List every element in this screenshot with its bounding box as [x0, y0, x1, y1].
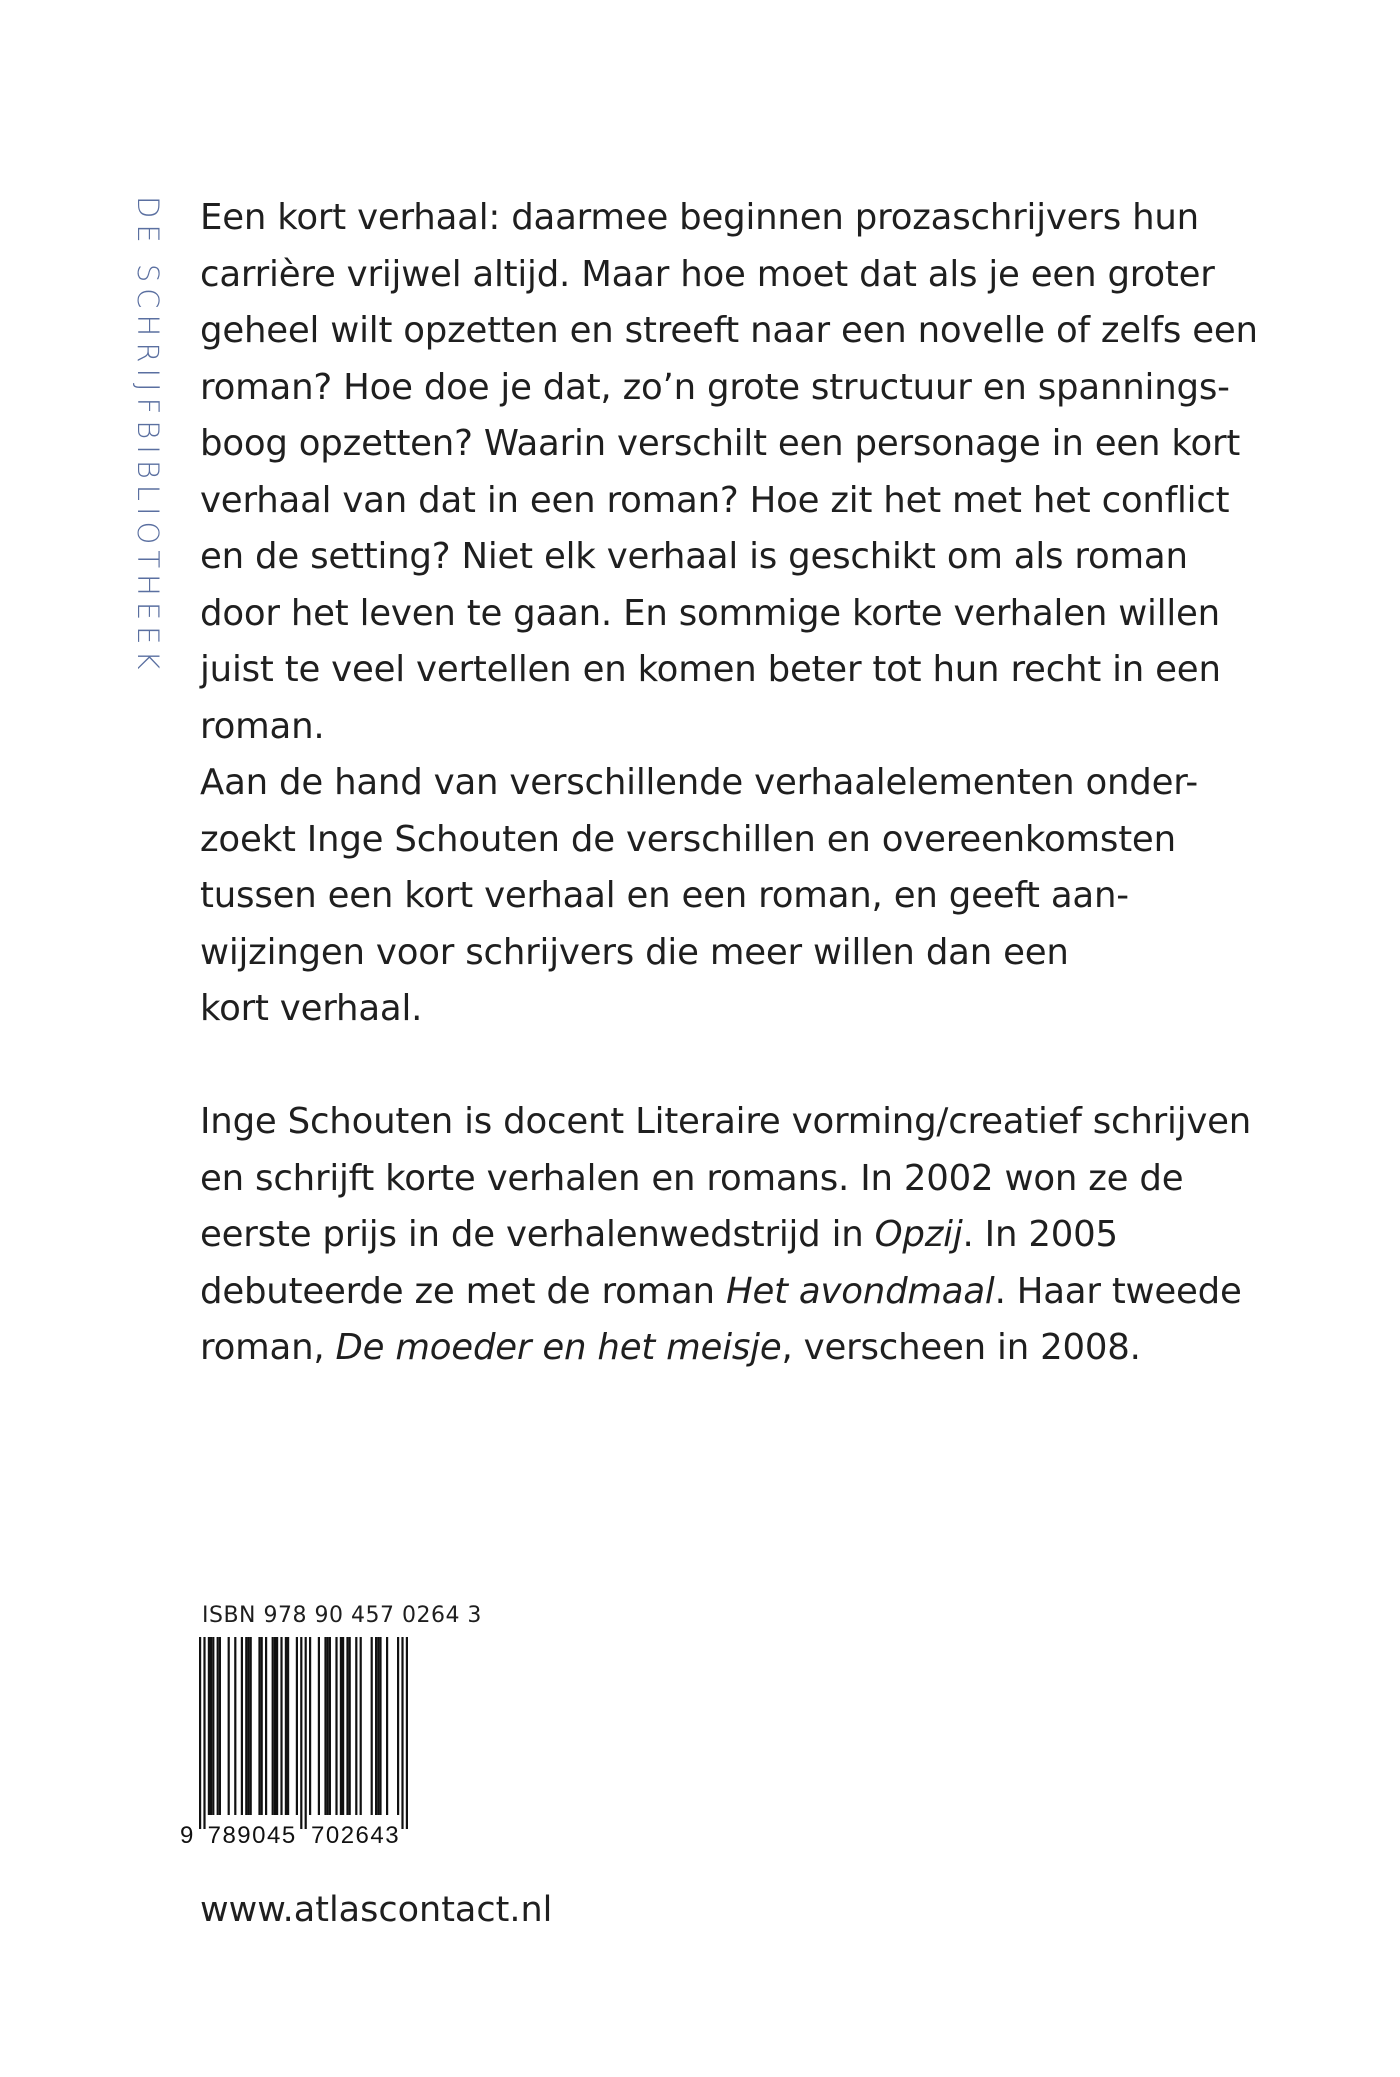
barcode-bar	[285, 1637, 287, 1815]
barcode-bar	[355, 1637, 357, 1815]
book-title: Het avondmaal	[725, 1270, 995, 1312]
barcode-bar	[397, 1637, 399, 1815]
blurb-line: zoekt Inge Schouten de verschillen en overeenkomsten	[200, 818, 1176, 860]
barcode-bar	[250, 1637, 252, 1815]
barcode-bar	[199, 1637, 201, 1829]
barcode-bar	[261, 1637, 263, 1815]
barcode-bar	[379, 1637, 381, 1815]
barcode-bar	[342, 1637, 344, 1815]
barcode-bar	[208, 1637, 210, 1815]
bio-text: Inge Schouten is docent Literaire vorming/creatief schrijven	[200, 1101, 1252, 1142]
barcode-digits: 9	[180, 1822, 195, 1849]
barcode-bar	[371, 1637, 373, 1815]
barcode-digits: 789045	[207, 1822, 297, 1849]
book-title: De moeder en het meisje	[335, 1327, 782, 1368]
barcode-bar	[327, 1637, 329, 1815]
barcode-bar	[212, 1637, 214, 1815]
barcode-bar	[375, 1637, 377, 1815]
barcode-bar	[386, 1637, 388, 1815]
blurb-line: boog opzetten? Waarin verschilt een personage in een kort	[200, 423, 1241, 464]
barcode-bar	[401, 1637, 403, 1829]
isbn-label: ISBN 978 90 457 0264 3	[202, 1603, 482, 1628]
barcode-bar	[265, 1637, 267, 1815]
barcode-bar	[329, 1637, 331, 1815]
series-title-vertical: DE SCHRIJFBIBLIOTHEEK	[131, 196, 165, 676]
barcode-bar	[360, 1637, 362, 1815]
barcode-bar	[241, 1637, 243, 1815]
blurb-line: door het leven te gaan. En sommige korte verhalen willen	[200, 592, 1220, 634]
bio-text: debuteerde ze met de roman	[200, 1270, 726, 1312]
barcode-bar	[210, 1637, 212, 1815]
barcode-bar	[247, 1637, 249, 1815]
barcode-bar	[318, 1637, 320, 1815]
barcode-digits: 702643	[311, 1822, 401, 1849]
barcode-bar	[406, 1637, 408, 1829]
barcode-bar	[300, 1637, 302, 1829]
blurb-line: en de setting? Niet elk verhaal is geschikt om als roman	[200, 536, 1188, 577]
barcode-bar	[203, 1637, 205, 1829]
bio-text: , verscheen in 2008.	[781, 1327, 1141, 1368]
barcode-bar	[228, 1637, 230, 1815]
blurb-line: carrière vrijwel altijd. Maar hoe moet dat als je een groter	[200, 253, 1215, 295]
author-bio-line	[200, 1207, 1200, 1264]
barcode-bar	[309, 1637, 311, 1815]
magazine-title: Opzij	[874, 1214, 963, 1255]
blurb-line: roman.	[200, 705, 325, 747]
blurb-line: verhaal van dat in een roman? Hoe zit het met het conflict	[200, 479, 1230, 521]
barcode-bar	[296, 1637, 298, 1815]
barcode-bar	[258, 1637, 260, 1815]
blurb-line: wijzingen voor schrijvers die meer willen dan een	[200, 931, 1069, 973]
barcode-bar	[234, 1637, 236, 1815]
barcode-bar	[276, 1637, 278, 1815]
bio-text: eerste prijs in de verhalenwedstrijd in	[200, 1214, 875, 1255]
author-bio-line	[200, 1094, 1252, 1151]
blurb-line: kort verhaal.	[200, 988, 423, 1029]
author-bio-line	[200, 1151, 1200, 1208]
barcode-bar	[287, 1637, 289, 1815]
blurb-line: geheel wilt opzetten en streeft naar een novelle of zelfs een	[200, 310, 1258, 351]
barcode-image	[172, 1637, 472, 1862]
barcode-bar	[305, 1637, 307, 1829]
blurb-line: Een kort verhaal: daarmee beginnen prozaschrijvers hun	[200, 197, 1199, 238]
paragraph-gap	[200, 1038, 1200, 1095]
barcode-bar	[245, 1637, 247, 1815]
barcode-bar	[274, 1637, 276, 1815]
barcode-bar	[340, 1637, 342, 1815]
blurb-line: juist te veel vertellen en komen beter tot hun recht in een	[200, 649, 1221, 690]
bio-text: en schrijft korte verhalen en romans. In 2002 won ze de	[200, 1157, 1184, 1199]
barcode-bar	[280, 1637, 282, 1815]
bio-text: roman,	[200, 1327, 336, 1368]
barcode-bar	[377, 1637, 379, 1815]
barcode-bar	[219, 1637, 221, 1815]
barcode-bar	[272, 1637, 274, 1815]
blurb-line: Aan de hand van verschillende verhaalelementen onder-	[200, 762, 1198, 803]
blurb-line: tussen een kort verhaal en een roman, en geeft aan-	[200, 875, 1129, 916]
blurb-line: roman? Hoe doe je dat, zo’n grote structuur en spannings-	[200, 366, 1230, 408]
author-bio-line	[200, 1320, 1200, 1377]
bio-text: . Haar tweede	[994, 1270, 1242, 1312]
barcode-bar	[324, 1637, 326, 1815]
barcode-bar	[346, 1637, 348, 1815]
author-bio-line	[200, 1264, 1242, 1321]
publisher-website: www.atlascontact.nl	[200, 1890, 553, 1930]
bio-text: . In 2005	[962, 1214, 1118, 1255]
barcode-bar	[335, 1637, 337, 1815]
barcode-bar	[217, 1637, 219, 1815]
barcode-bar	[349, 1637, 351, 1815]
blurb-text	[200, 190, 1258, 1377]
